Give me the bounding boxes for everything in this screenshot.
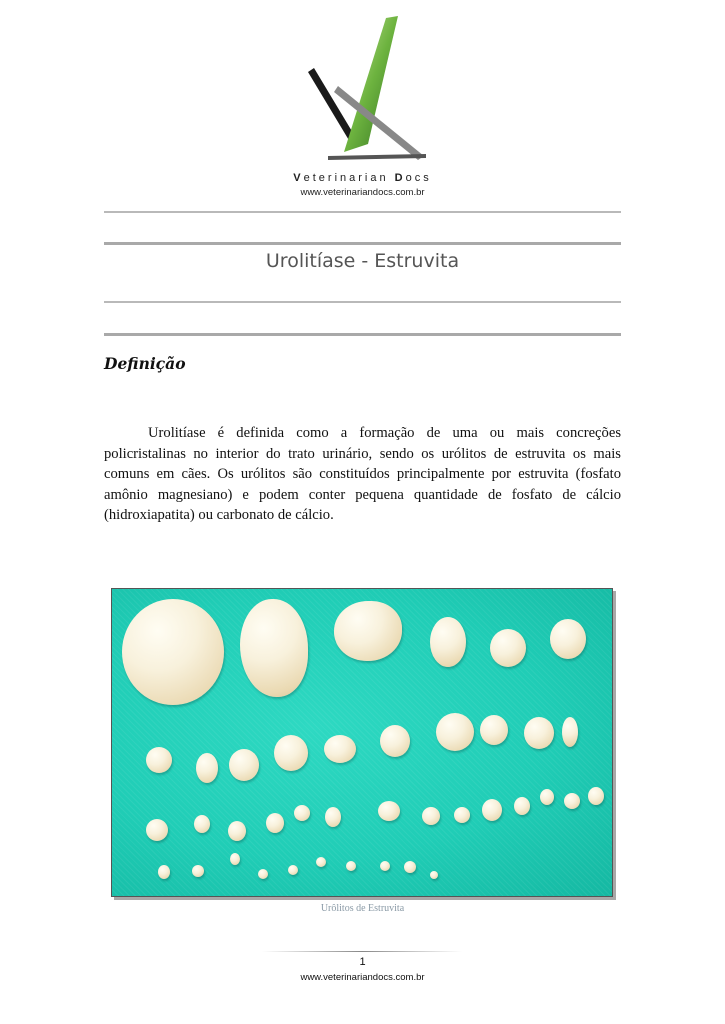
urolith — [588, 787, 604, 805]
urolith — [404, 861, 416, 873]
urolith — [146, 819, 168, 841]
urolith — [430, 871, 438, 879]
definition-paragraph: Urolitíase é definida como a formação de uma ou mais concreções policristalinas no interior do trato urinário, sendo os urólitos de estruvita os mais comuns em cães. Os urólitos são constituídos principalmente por estruvita (fosfato amônio magnesiano) e podem conter pequena quantidade de fosfato de cálcio (hidroxiapatita) ou carbonato de cálcio. — [104, 425, 621, 524]
urolith — [422, 807, 440, 825]
urolith — [334, 601, 402, 661]
urolith — [550, 619, 586, 659]
logo-left-stroke — [308, 68, 356, 142]
urolith — [122, 599, 224, 705]
brand-initial-d: D — [394, 172, 406, 184]
urolith — [324, 735, 356, 763]
urolith — [316, 857, 326, 867]
divider-3 — [104, 301, 621, 303]
urolith — [490, 629, 526, 667]
urolith — [482, 799, 502, 821]
divider-4 — [104, 333, 621, 336]
brand-initial-v: V — [293, 172, 304, 184]
urolith — [540, 789, 554, 805]
section-heading: Definição — [104, 354, 186, 373]
urolith — [158, 865, 170, 879]
urolith — [266, 813, 284, 833]
logo-base-stroke — [328, 154, 426, 160]
urolith — [274, 735, 308, 771]
urolith — [230, 853, 240, 865]
logo-mark-icon — [298, 14, 430, 164]
urolith — [380, 861, 390, 871]
figure-caption: Urôlitos de Estruvita — [320, 903, 405, 914]
page-number: 1 — [359, 956, 366, 968]
divider-2 — [104, 242, 621, 245]
urolith — [194, 815, 210, 833]
urolith — [380, 725, 410, 757]
urolith — [564, 793, 580, 809]
urolith — [430, 617, 466, 667]
uroliths-photo — [111, 588, 613, 897]
urolith — [346, 861, 356, 871]
urolith — [562, 717, 578, 747]
urolith — [514, 797, 530, 815]
brand-word-2: ocs — [405, 172, 432, 184]
header-url[interactable]: www.veterinariandocs.com.br — [300, 187, 425, 198]
urolith — [325, 807, 341, 827]
urolith — [454, 807, 470, 823]
brand-name — [0, 172, 725, 184]
urolith — [378, 801, 400, 821]
brand-word-1: eterinarian — [303, 172, 389, 184]
urolith — [229, 749, 259, 781]
urolith — [524, 717, 554, 749]
urolith — [192, 865, 204, 877]
divider-1 — [104, 211, 621, 213]
urolith — [240, 599, 308, 697]
urolith — [294, 805, 310, 821]
document-title: Urolitíase - Estruvita — [265, 250, 460, 272]
footer-url[interactable]: www.veterinariandocs.com.br — [300, 972, 425, 983]
urolith — [196, 753, 218, 783]
footer-divider — [262, 951, 462, 952]
urolith — [258, 869, 268, 879]
urolith — [228, 821, 246, 841]
urolith — [288, 865, 298, 875]
logo — [298, 14, 430, 164]
urolith — [436, 713, 474, 751]
urolith — [146, 747, 172, 773]
urolith — [480, 715, 508, 745]
